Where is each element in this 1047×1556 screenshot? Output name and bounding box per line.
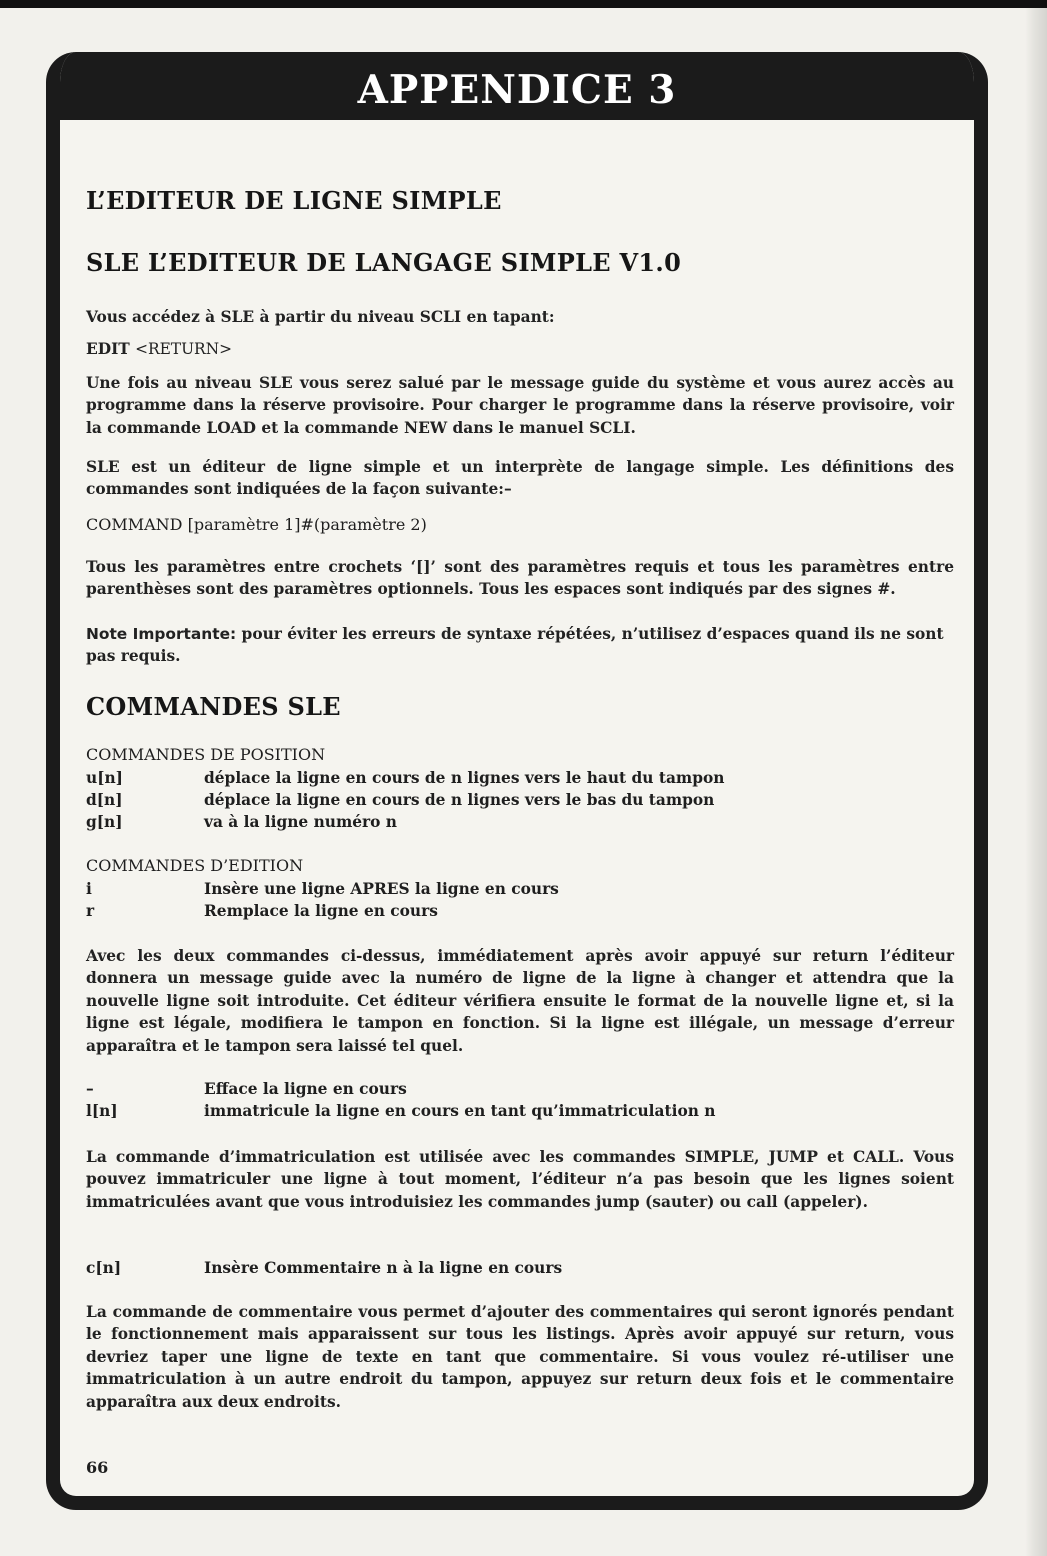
return-key: <RETURN> <box>135 340 232 358</box>
label-paragraph: La commande d’immatriculation est utilisée avec les commandes SIMPLE, JUMP et CALL. Vous pouvez immatriculer une ligne à tout moment, l’éditeur n’a pas besoin que les lignes soient immatriculées avant que vous introduisiez les commandes jump (sauter) ou call (appeler). <box>86 1148 954 1211</box>
command-description: Insère une ligne APRES la ligne en cours <box>204 880 559 898</box>
parameters-paragraph: Tous les paramètres entre crochets ‘[]’ sont des paramètres requis et tous les paramètres entre parenthèses sont des paramètres optionnels. Tous les espaces sont indiqués par des signes #. <box>86 558 954 599</box>
command-description: déplace la ligne en cours de n lignes vers le haut du tampon <box>204 769 725 787</box>
command-description: immatricule la ligne en cours en tant qu’immatriculation n <box>204 1102 716 1120</box>
command-row <box>86 1100 956 1122</box>
command-row <box>86 811 956 833</box>
command-row <box>86 767 956 789</box>
page-shadow <box>1025 0 1047 1556</box>
access-text: Vous accédez à SLE à partir du niveau SCLI en tapant: <box>86 308 555 326</box>
command-row <box>86 1257 956 1279</box>
section-title-sle: SLE L’EDITEUR DE LANGAGE SIMPLE V1.0 <box>86 248 682 277</box>
important-note <box>86 623 954 668</box>
appendix-header <box>60 52 974 120</box>
command-row <box>86 878 956 900</box>
comment-paragraph: La commande de commentaire vous permet d’ajouter des commentaires qui seront ignorés pendant le fonctionnement mais apparaissent sur tous les listings. Après avoir appuyé sur return, vous devriez taper une ligne de texte en tant que commentaire. Si vous voulez ré-utiliser une immatriculation à un autre endroit du tampon, appuyez sur return deux fois et le commentaire apparaîtra aux deux endroits. <box>86 1303 954 1411</box>
command-name: u[n] <box>86 769 123 787</box>
command-description: Efface la ligne en cours <box>204 1080 407 1098</box>
page-frame <box>46 52 988 1510</box>
command-name: – <box>86 1080 94 1098</box>
command-row <box>86 1078 956 1100</box>
edit-command-line <box>86 338 954 360</box>
command-description: déplace la ligne en cours de n lignes vers le bas du tampon <box>204 791 715 809</box>
command-name: d[n] <box>86 791 123 809</box>
section-title-editor: L’EDITEUR DE LIGNE SIMPLE <box>86 186 502 215</box>
position-heading: COMMANDES DE POSITION <box>86 745 326 764</box>
edition-paragraph: Avec les deux commandes ci-dessus, immédiatement après avoir appuyé sur return l’éditeur donnera un message guide avec la numéro de ligne de la ligne à changer et attendra que la nouvelle ligne soit introduite. Cet éditeur vérifiera ensuite le format de la nouvelle ligne et, si la ligne est légale, modifiera le tampon en fonction. Si la ligne est illégale, un message d’erreur apparaîtra et le tampon sera laissé tel quel. <box>86 947 954 1055</box>
note-text: pour éviter les erreurs de syntaxe répétées, n’utilisez d’espaces quand ils ne sont pas requis. <box>86 625 944 666</box>
command-name: c[n] <box>86 1259 122 1277</box>
command-description: Remplace la ligne en cours <box>204 902 438 920</box>
command-description: Insère Commentaire n à la ligne en cours <box>204 1259 563 1277</box>
definition-paragraph: SLE est un éditeur de ligne simple et un interprète de langage simple. Les définitions des commandes sont indiquées de la façon suivante:– <box>86 458 954 499</box>
command-row <box>86 789 956 811</box>
edit-command: EDIT <box>86 340 130 358</box>
intro-paragraph: Une fois au niveau SLE vous serez salué par le message guide du système et vous aurez accès au programme dans la réserve provisoire. Pour charger le programme dans la réserve provisoire, voir la commande LOAD et la commande NEW dans le manuel SCLI. <box>86 374 954 437</box>
command-name: g[n] <box>86 813 123 831</box>
edition-heading: COMMANDES D’EDITION <box>86 856 304 875</box>
page-number: 66 <box>86 1458 109 1477</box>
command-row <box>86 900 956 922</box>
top-scan-edge <box>0 0 1047 8</box>
command-name: l[n] <box>86 1102 118 1120</box>
note-label: Note Importante: <box>86 625 237 643</box>
syntax-line: COMMAND [paramètre 1]#(paramètre 2) <box>86 515 427 534</box>
section-title-commands: COMMANDES SLE <box>86 692 341 721</box>
command-name: i <box>86 880 92 898</box>
page-title: APPENDICE 3 <box>357 67 677 113</box>
command-description: va à la ligne numéro n <box>204 813 397 831</box>
command-name: r <box>86 902 95 920</box>
